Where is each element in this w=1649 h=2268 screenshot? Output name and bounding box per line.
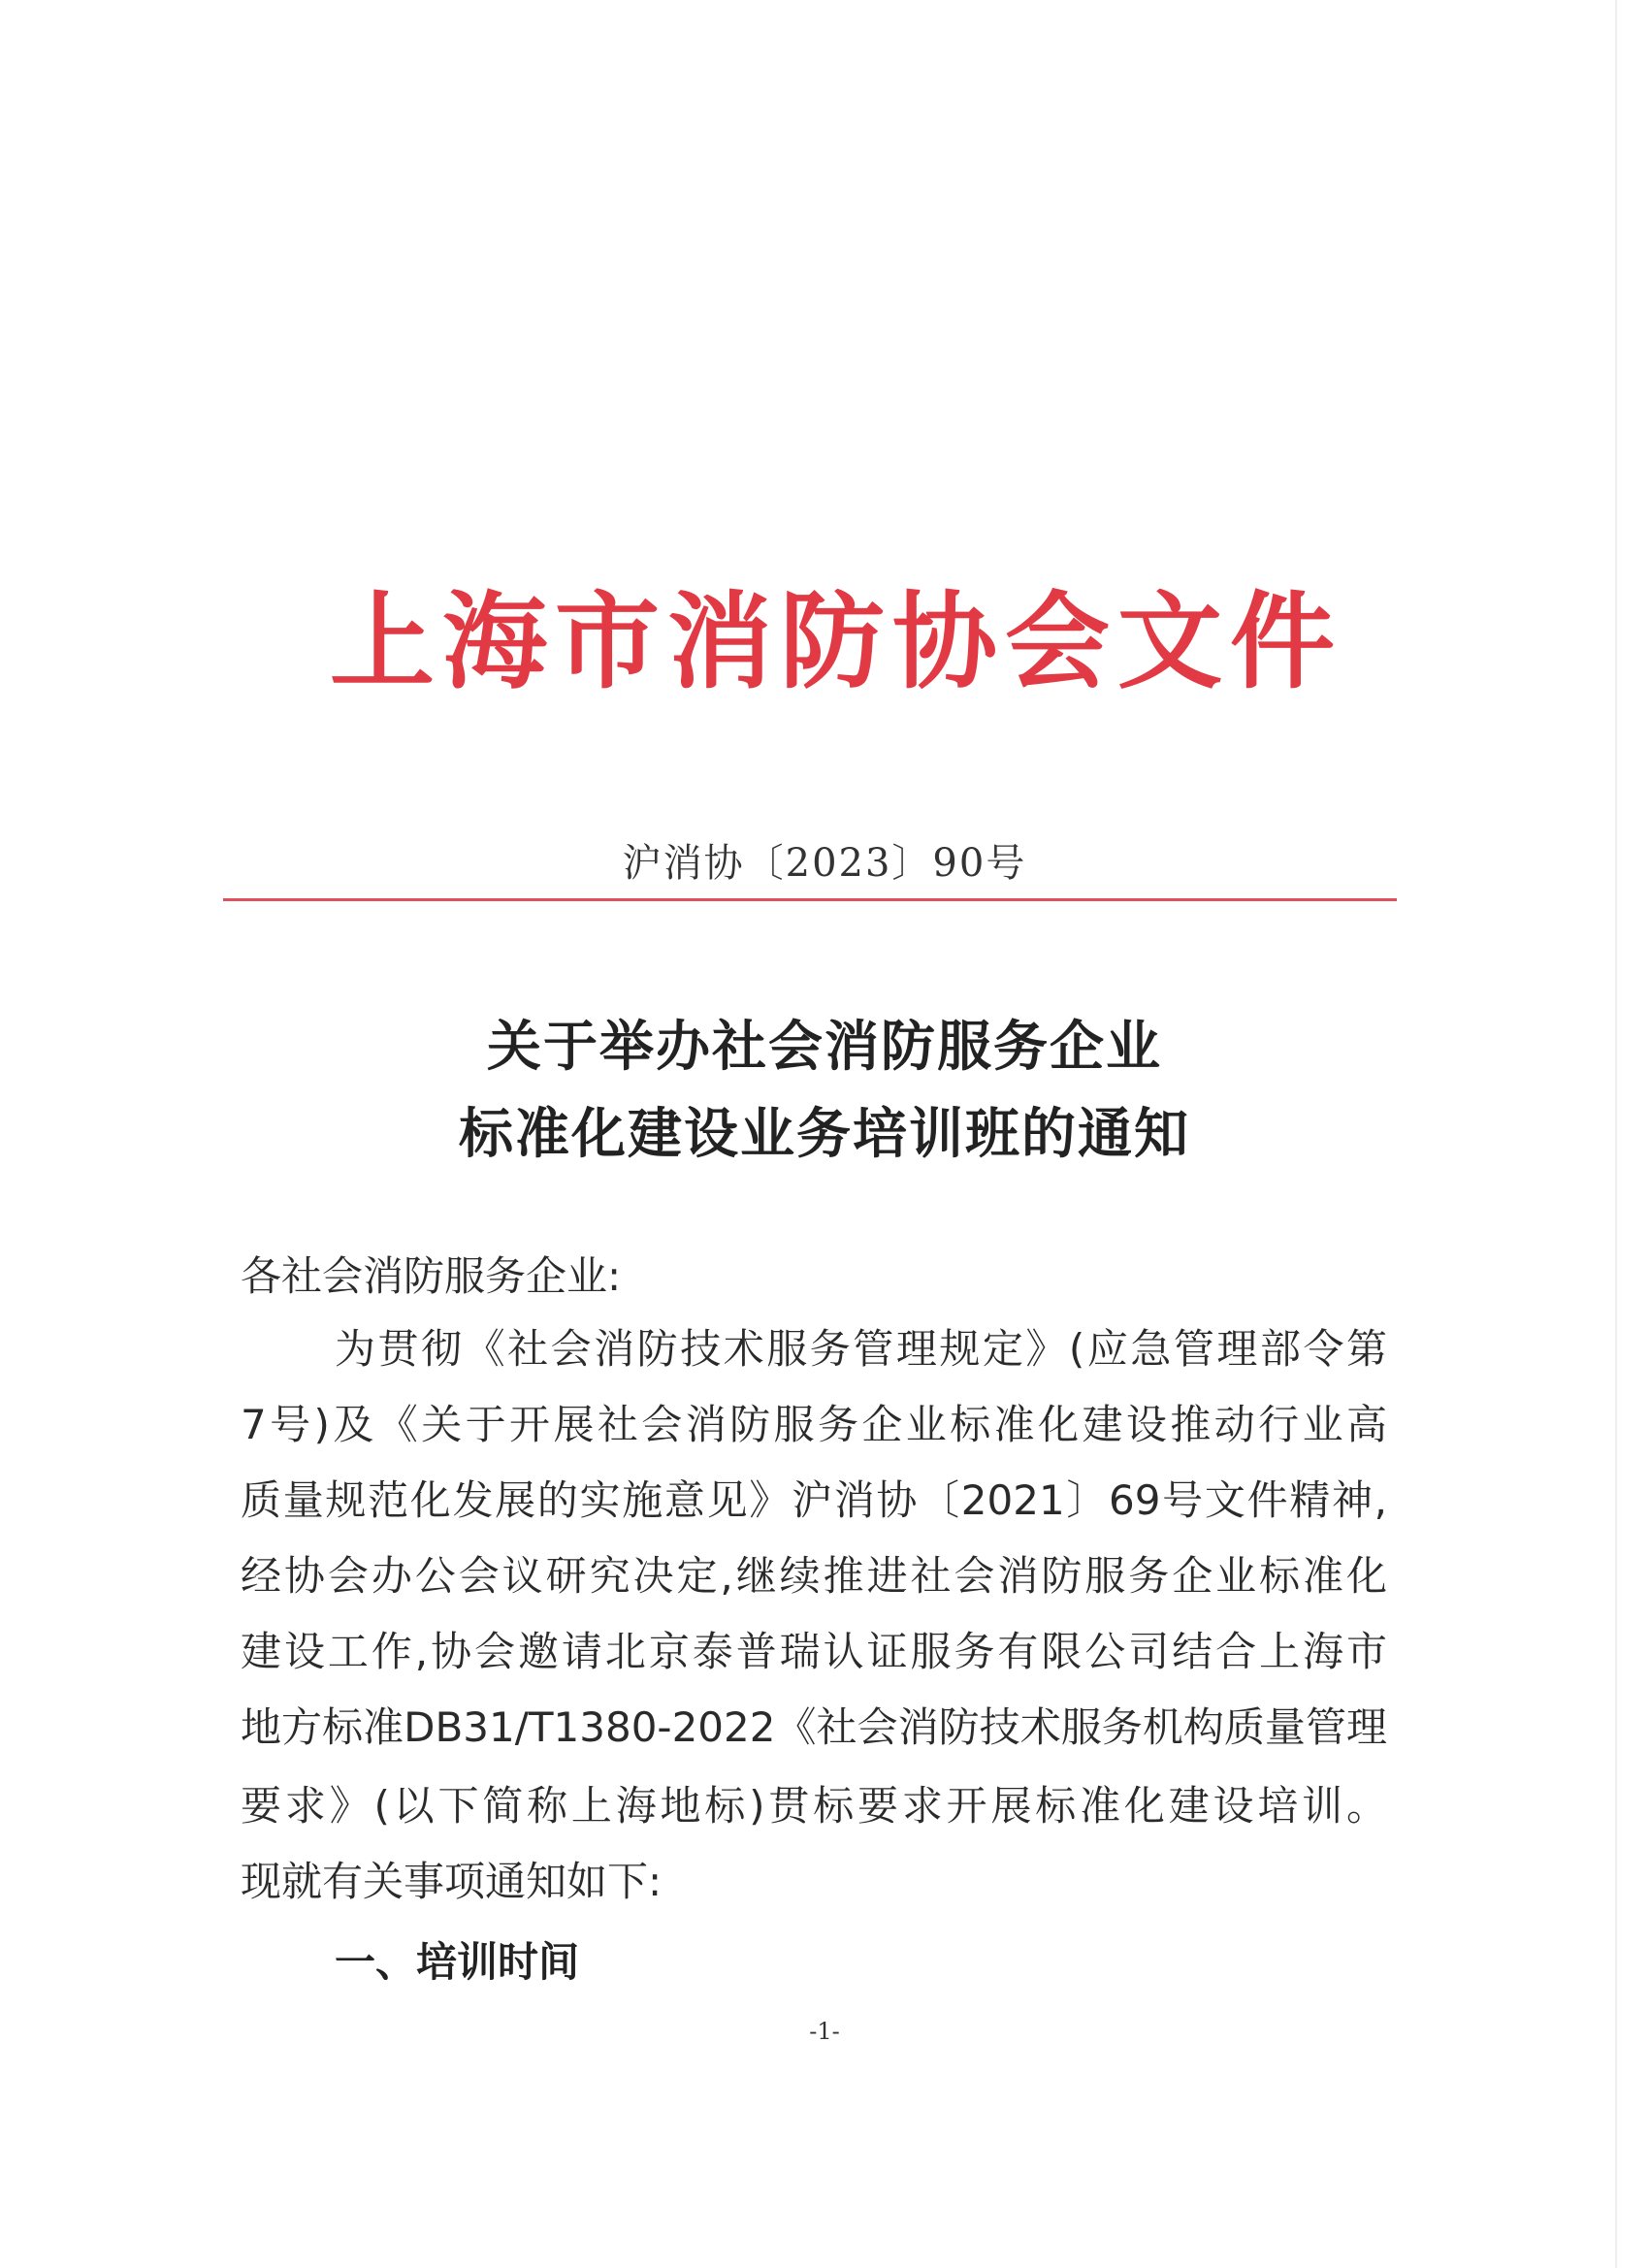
document-number: 沪消协〔2023〕90号 (622, 841, 1027, 886)
body-line: 质量规范化发展的实施意见》沪消协〔2021〕69号文件精神, (241, 1476, 1387, 1524)
body-line: 为贯彻《社会消防技术服务管理规定》(应急管理部令第 (335, 1325, 1387, 1373)
body-line: 建设工作,协会邀请北京泰普瑞认证服务有限公司结合上海市 (241, 1628, 1387, 1675)
body-line: 7号)及《关于开展社会消防服务企业标准化建设推动行业高 (241, 1401, 1387, 1448)
section-heading: 一、培训时间 (335, 1938, 580, 1986)
red-divider (223, 898, 1397, 901)
notice-title-line-2: 标准化建设业务培训班的通知 (459, 1103, 1190, 1166)
salutation: 各社会消防服务企业: (241, 1252, 622, 1300)
org-letterhead-title: 上海市消防协会文件 (330, 581, 1343, 703)
body-line: 现就有关事项通知如下: (241, 1858, 663, 1905)
body-line: 地方标准DB31/T1380-2022《社会消防技术服务机构质量管理 (241, 1703, 1387, 1751)
page-number: -1- (809, 2018, 840, 2045)
notice-title-line-1: 关于举办社会消防服务企业 (487, 1016, 1162, 1079)
body-line: 要求》(以下简称上海地标)贯标要求开展标准化建设培训。 (241, 1782, 1387, 1830)
body-line: 经协会办公会议研究决定,继续推进社会消防服务企业标准化 (241, 1552, 1387, 1600)
